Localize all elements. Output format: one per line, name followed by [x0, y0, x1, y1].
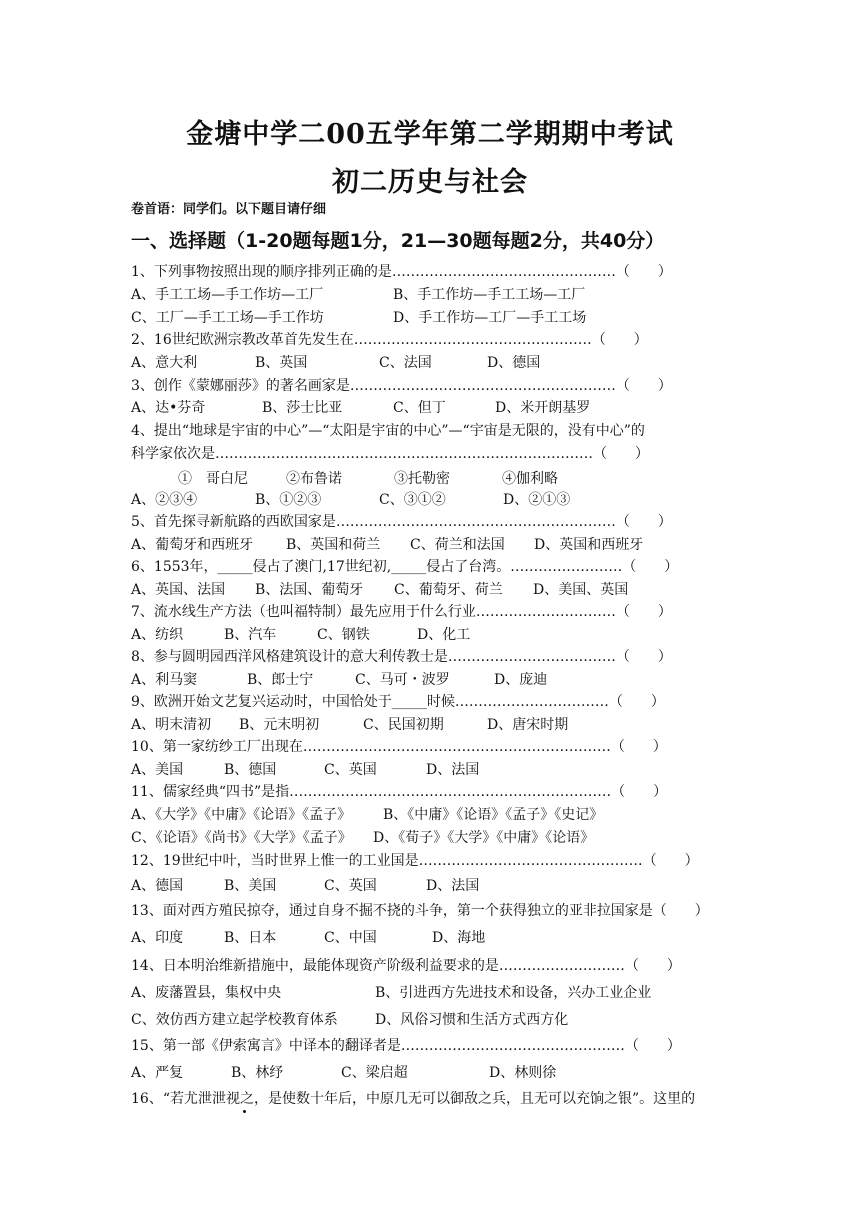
option-row: [131, 929, 485, 947]
question-stem: 15、第一部《伊索寓言》中译本的翻译者是…………………………………………（ ）: [131, 1038, 681, 1054]
option-row: [131, 761, 479, 779]
option-row: [131, 536, 643, 554]
question-stem: 12、19世纪中叶，当时世界上惟一的工业国是…………………………………………（ ）: [131, 853, 699, 869]
option: B、英国和荷兰: [286, 537, 381, 553]
option: D、②①③: [503, 492, 571, 508]
question-stem-continued: 科学家依次是………………………………………………………………………（ ）: [131, 446, 649, 462]
option-row: [131, 354, 540, 372]
question-stem: 2、16世纪欧洲宗教改革首先发生在……………………………………………（ ）: [131, 332, 648, 348]
list-item: ③托勒密: [394, 471, 450, 487]
option-row: [131, 309, 586, 327]
option-row: [131, 829, 594, 847]
option: B、引进西方先进技术和设备，兴办工业企业: [375, 985, 652, 1001]
option-row: [131, 491, 570, 509]
question-stem: 5、首先探寻新航路的西欧国家是……………………………………………………（ ）: [131, 514, 672, 530]
option: D、米开朗基罗: [495, 400, 591, 416]
option: C、民国初期: [363, 717, 444, 733]
question-stem: 7、流水线生产方法（也叫福特制）最先应用于什么行业…………………………（ ）: [131, 604, 672, 620]
option: D、林则徐: [489, 1065, 557, 1081]
list-item: ① 哥白尼: [178, 471, 248, 487]
option: A、达•芬奇: [131, 400, 206, 416]
option: C、马可・波罗: [355, 672, 450, 688]
option: C、葡萄牙、荷兰: [394, 582, 503, 598]
option: D、手工作坊—工厂—手工工场: [393, 310, 587, 326]
emphasis-dot: [243, 1110, 246, 1113]
question-stem: 9、欧洲开始文艺复兴运动时，中国恰处于_____时候……………………………（ ）: [131, 694, 665, 710]
option: D、《荀子》《大学》《中庸》《论语》: [373, 830, 595, 846]
question-stem: 11、儒家经典“四书”是指……………………………………………………………（ ）: [131, 784, 668, 800]
option-row: [131, 581, 628, 599]
option: C、法国: [379, 355, 432, 371]
option: C、梁启超: [341, 1065, 408, 1081]
option-row: [131, 984, 651, 1002]
question-stem: 8、参与圆明园西洋风格建筑设计的意大利传教士是………………………………（ ）: [131, 649, 672, 665]
option: B、法国、葡萄牙: [255, 582, 364, 598]
option: A、严复: [131, 1065, 184, 1081]
option-row: [131, 286, 585, 304]
option-row: [131, 1064, 556, 1082]
section-heading: 一、选择题（1-20题每题1分，21—30题每题2分，共40分）: [131, 230, 665, 252]
option: A、②③④: [131, 492, 198, 508]
question-stem: 3、创作《蒙娜丽莎》的著名画家是…………………………………………………（ ）: [131, 378, 672, 394]
option: C、英国: [324, 878, 377, 894]
option: A、《大学》《中庸》《论语》《孟子》: [131, 807, 352, 823]
option: B、元末明初: [239, 717, 320, 733]
option: A、美国: [131, 762, 184, 778]
option: C、但丁: [393, 400, 446, 416]
option-row: [131, 1011, 568, 1029]
option: C、③①②: [379, 492, 446, 508]
option: A、葡萄牙和西班牙: [131, 537, 254, 553]
option: B、①②③: [255, 492, 322, 508]
question-stem: 14、日本明治维新措施中，最能体现资产阶级利益要求的是………………………（ ）: [131, 958, 681, 974]
option: D、英国和西班牙: [534, 537, 644, 553]
option-row: [131, 671, 547, 689]
option: C、英国: [324, 762, 377, 778]
option-row: [131, 806, 603, 824]
option: D、化工: [417, 627, 471, 643]
preface: 卷首语：同学们。以下题目请仔细: [131, 202, 327, 217]
option: D、法国: [426, 762, 480, 778]
option: A、英国、法国: [131, 582, 226, 598]
option: A、印度: [131, 930, 184, 946]
exam-subtitle: 初二历史与社会: [332, 167, 528, 198]
option-row: [131, 399, 590, 417]
option: D、美国、英国: [533, 582, 629, 598]
option: B、美国: [224, 878, 277, 894]
option: B、汽车: [224, 627, 277, 643]
option: B、德国: [224, 762, 277, 778]
question-stem: 4、提出“地球是宇宙的中心”—“太阳是宇宙的中心”—“宇宙是无限的，没有中心”的: [131, 423, 645, 439]
option-row: [131, 716, 568, 734]
option: A、手工工场—手工作坊—工厂: [131, 287, 324, 303]
question-stem: 13、面对西方殖民掠夺，通过自身不掘不挠的斗争，第一个获得独立的亚非拉国家是（ ）: [131, 903, 709, 919]
list-item: ④伽利略: [502, 471, 558, 487]
option: B、莎士比亚: [262, 400, 343, 416]
option: D、法国: [426, 878, 480, 894]
option: D、唐宋时期: [487, 717, 569, 733]
option: A、纺织: [131, 627, 184, 643]
option: A、德国: [131, 878, 184, 894]
option: C、《论语》《尚书》《大学》《孟子》: [131, 830, 352, 846]
option: D、海地: [432, 930, 486, 946]
option-row: [131, 626, 470, 644]
list-item: ②布鲁诺: [286, 471, 342, 487]
question-stem: 6、1553年，_____侵占了澳门,17世纪初,_____侵占了台湾。……………………（ ）: [131, 559, 679, 575]
option: C、中国: [324, 930, 377, 946]
question-stem: 10、第一家纺纱工厂出现在…………………………………………………………（ ）: [131, 739, 667, 755]
option: C、荷兰和法国: [410, 537, 505, 553]
option: C、工厂—手工工场—手工作坊: [131, 310, 324, 326]
question-stem: 16、“若尤泄泄视之，是使数十年后，中原几无可以御敌之兵，且无可以充饷之银”。这里的: [131, 1091, 696, 1107]
option-row: [131, 877, 479, 895]
option: B、手工作坊—手工工场—工厂: [393, 287, 586, 303]
option: A、意大利: [131, 355, 198, 371]
option: D、风俗习惯和生活方式西方化: [375, 1012, 569, 1028]
option: C、效仿西方建立起学校教育体系: [131, 1012, 338, 1028]
item-list: [178, 468, 558, 488]
option: B、日本: [224, 930, 277, 946]
option: B、《中庸》《论语》《孟子》《史记》: [383, 807, 604, 823]
option: B、英国: [255, 355, 308, 371]
option: A、明末清初: [131, 717, 212, 733]
option: D、德国: [487, 355, 541, 371]
option: D、庞迪: [494, 672, 548, 688]
option: C、钢铁: [317, 627, 370, 643]
question-stem: 1、下列事物按照出现的顺序排列正确的是…………………………………………（ ）: [131, 264, 672, 280]
exam-title: 金塘中学二00五学年第二学期期中考试: [186, 119, 674, 150]
option: B、林纾: [231, 1065, 284, 1081]
option: B、郎士宁: [247, 672, 314, 688]
option: A、废藩置县，集权中央: [131, 985, 282, 1001]
option: A、利马窦: [131, 672, 198, 688]
